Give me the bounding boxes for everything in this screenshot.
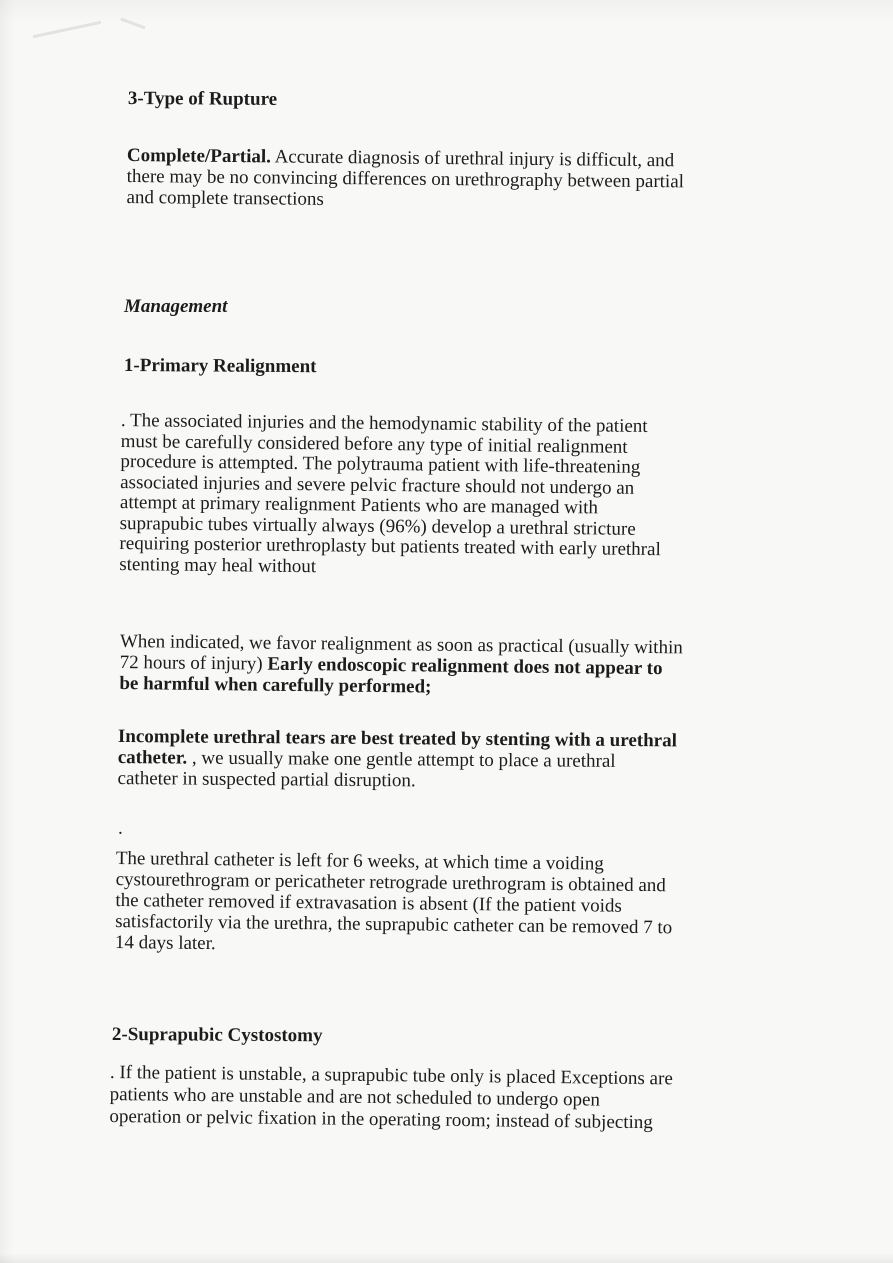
paragraph-line: patients who are unstable and are not scheduled to undergo open (109, 1083, 601, 1111)
primary-realignment-paragraph-1 (119, 411, 662, 581)
paragraph-line: be harmful when carefully performed; (119, 672, 432, 698)
paragraph-text: , we usually make one gentle attempt to place a urethral (187, 747, 616, 772)
suprapubic-heading: 2-Suprapubic Cystostomy (111, 1024, 323, 1047)
paragraph-line: attempt at primary realignment Patients who are managed with (119, 491, 599, 519)
paragraph-line: cystourethrogram or pericatheter retrograde urethrogram is obtained and (115, 868, 666, 897)
management-heading: Management (124, 296, 228, 317)
paragraph-line: stenting may heal without (119, 553, 317, 577)
primary-realignment-paragraph-4 (115, 848, 673, 959)
primary-realignment-paragraph-3 (118, 726, 677, 793)
emphasis-text: catheter. (117, 746, 188, 769)
stray-dot: . (118, 818, 123, 839)
primary-realignment-paragraph-2 (119, 631, 683, 700)
paragraph-line: The urethral catheter is left for 6 weeks, at which time a voiding (115, 848, 604, 875)
suprapubic-paragraph (109, 1062, 673, 1134)
paragraph-line: and complete transections (126, 186, 324, 210)
paragraph-text: 72 hours of injury) (119, 651, 268, 675)
paragraph-line: 14 days later. (114, 931, 216, 955)
paragraph-line: catheter in suspected partial disruption. (117, 767, 416, 792)
paragraph-line: there may be no convincing differences on urethrography between partial (126, 165, 685, 193)
paragraph-text: Accurate diagnosis of urethral injury is difficult, and (270, 146, 675, 172)
paragraph-line: associated injuries and severe pelvic fracture should not undergo an (120, 471, 635, 499)
paragraph-line: satisfactorily via the urethra, the suprapubic catheter can be removed 7 to (115, 910, 673, 939)
paragraph-line: suprapubic tubes virtually always (96%) develop a urethral stricture (119, 512, 636, 540)
paragraph-line: operation or pelvic fixation in the operating room; instead of subjecting (109, 1105, 653, 1134)
lead-term: Complete/Partial. (126, 145, 272, 168)
paragraph-line: procedure is attempted. The polytrauma patient with life-threatening (120, 450, 641, 478)
paragraph-line: . The associated injuries and the hemodynamic stability of the patient (120, 410, 648, 437)
paragraph-line: must be carefully considered before any type of initial realignment (120, 430, 628, 458)
section-3-heading: 3-Type of Rupture (127, 88, 278, 110)
section-3-paragraph (126, 145, 684, 213)
paragraph-line: the catheter removed if extravasation is absent (If the patient voids (115, 889, 622, 917)
emphasis-text: Early endoscopic realignment does not appear to (267, 653, 663, 680)
paragraph-line: requiring posterior urethroplasty but patients treated with early urethral (119, 532, 661, 561)
paragraph-line: . If the patient is unstable, a suprapubic tube only is placed Exceptions are (109, 1062, 673, 1090)
primary-realignment-heading: 1-Primary Realignment (123, 355, 317, 378)
paragraph-line: When indicated, we favor realignment as soon as practical (usually within (119, 631, 683, 659)
paragraph-line: Incomplete urethral tears are best treated by stenting with a urethral (117, 726, 677, 752)
